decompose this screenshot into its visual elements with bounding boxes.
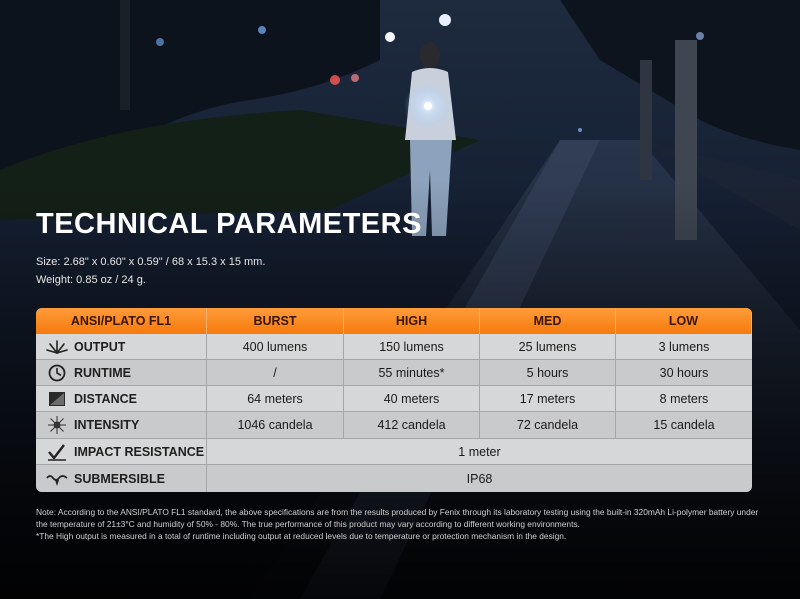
row-label-cell <box>36 439 207 464</box>
footnotes <box>36 506 764 542</box>
table-row-distance <box>36 386 752 412</box>
row-label-cell <box>36 412 207 438</box>
footnote-high-output: *The High output is measured in a total of runtime including output at reduced levels due to temperature or protection mechanism in the design. <box>36 531 567 541</box>
column-header-standard: ANSI/PLATO FL1 <box>36 308 207 334</box>
column-header-low: LOW <box>616 308 752 334</box>
value-cell: 412 candela <box>344 412 480 438</box>
table-row-submersible <box>36 465 752 492</box>
value-cell-merged: IP68 <box>466 471 493 486</box>
value-cell: 400 lumens <box>207 334 344 359</box>
row-label-cell <box>36 334 207 359</box>
table-row-output <box>36 334 752 360</box>
value-cell: / <box>207 360 344 385</box>
row-label: SUBMERSIBLE <box>74 471 165 486</box>
size-spec: Size: 2.68" x 0.60" x 0.59" / 68 x 15.3 x 15 mm. <box>36 256 266 268</box>
note-text: Note: According to the ANSI/PLATO FL1 standard, the above specifications are from the results produced by Fenix through its laboratory testing using the built-in 320mAh Li-polymer battery under the temperature of 21±3°C and humidity of 50% - 80%. The true performance of this product may vary according to different working environments. <box>36 507 759 529</box>
intensity-icon <box>46 416 68 434</box>
parameters-table <box>36 308 752 492</box>
value-cell: 15 candela <box>653 418 715 432</box>
page-title: TECHNICAL PARAMETERS <box>36 208 422 240</box>
value-cell: 1046 candela <box>207 412 344 438</box>
row-label: IMPACT RESISTANCE <box>74 444 205 459</box>
value-cell: 5 hours <box>480 360 616 385</box>
row-label: OUTPUT <box>74 339 126 354</box>
row-label-cell <box>36 360 207 385</box>
value-cell: 72 candela <box>480 412 616 438</box>
row-label-cell <box>36 465 207 492</box>
column-header-burst: BURST <box>207 308 344 334</box>
value-cell: 30 hours <box>659 365 709 380</box>
column-header-med: MED <box>480 308 616 334</box>
value-cell: 40 meters <box>344 386 480 411</box>
row-label: DISTANCE <box>74 391 137 406</box>
value-cell-merged: 1 meter <box>458 444 501 459</box>
water-icon <box>46 470 68 488</box>
impact-icon <box>46 443 68 461</box>
value-cell: 3 lumens <box>658 339 710 354</box>
value-cell: 17 meters <box>480 386 616 411</box>
table-row-impact-resistance <box>36 439 752 465</box>
value-cell: 8 meters <box>659 391 709 406</box>
value-cell: 150 lumens <box>344 334 480 359</box>
column-header-high: HIGH <box>344 308 480 334</box>
distance-icon <box>46 390 68 408</box>
table-header-row <box>36 308 752 334</box>
row-label-cell <box>36 386 207 411</box>
value-cell: 25 lumens <box>480 334 616 359</box>
table-row-intensity <box>36 412 752 439</box>
value-cell: 55 minutes* <box>344 360 480 385</box>
clock-icon <box>46 364 68 382</box>
table-row-runtime <box>36 360 752 386</box>
value-cell: 64 meters <box>207 386 344 411</box>
light-burst-icon <box>46 338 68 356</box>
weight-spec: Weight: 0.85 oz / 24 g. <box>36 274 146 286</box>
row-label: RUNTIME <box>74 365 131 380</box>
row-label: INTENSITY <box>74 418 140 432</box>
